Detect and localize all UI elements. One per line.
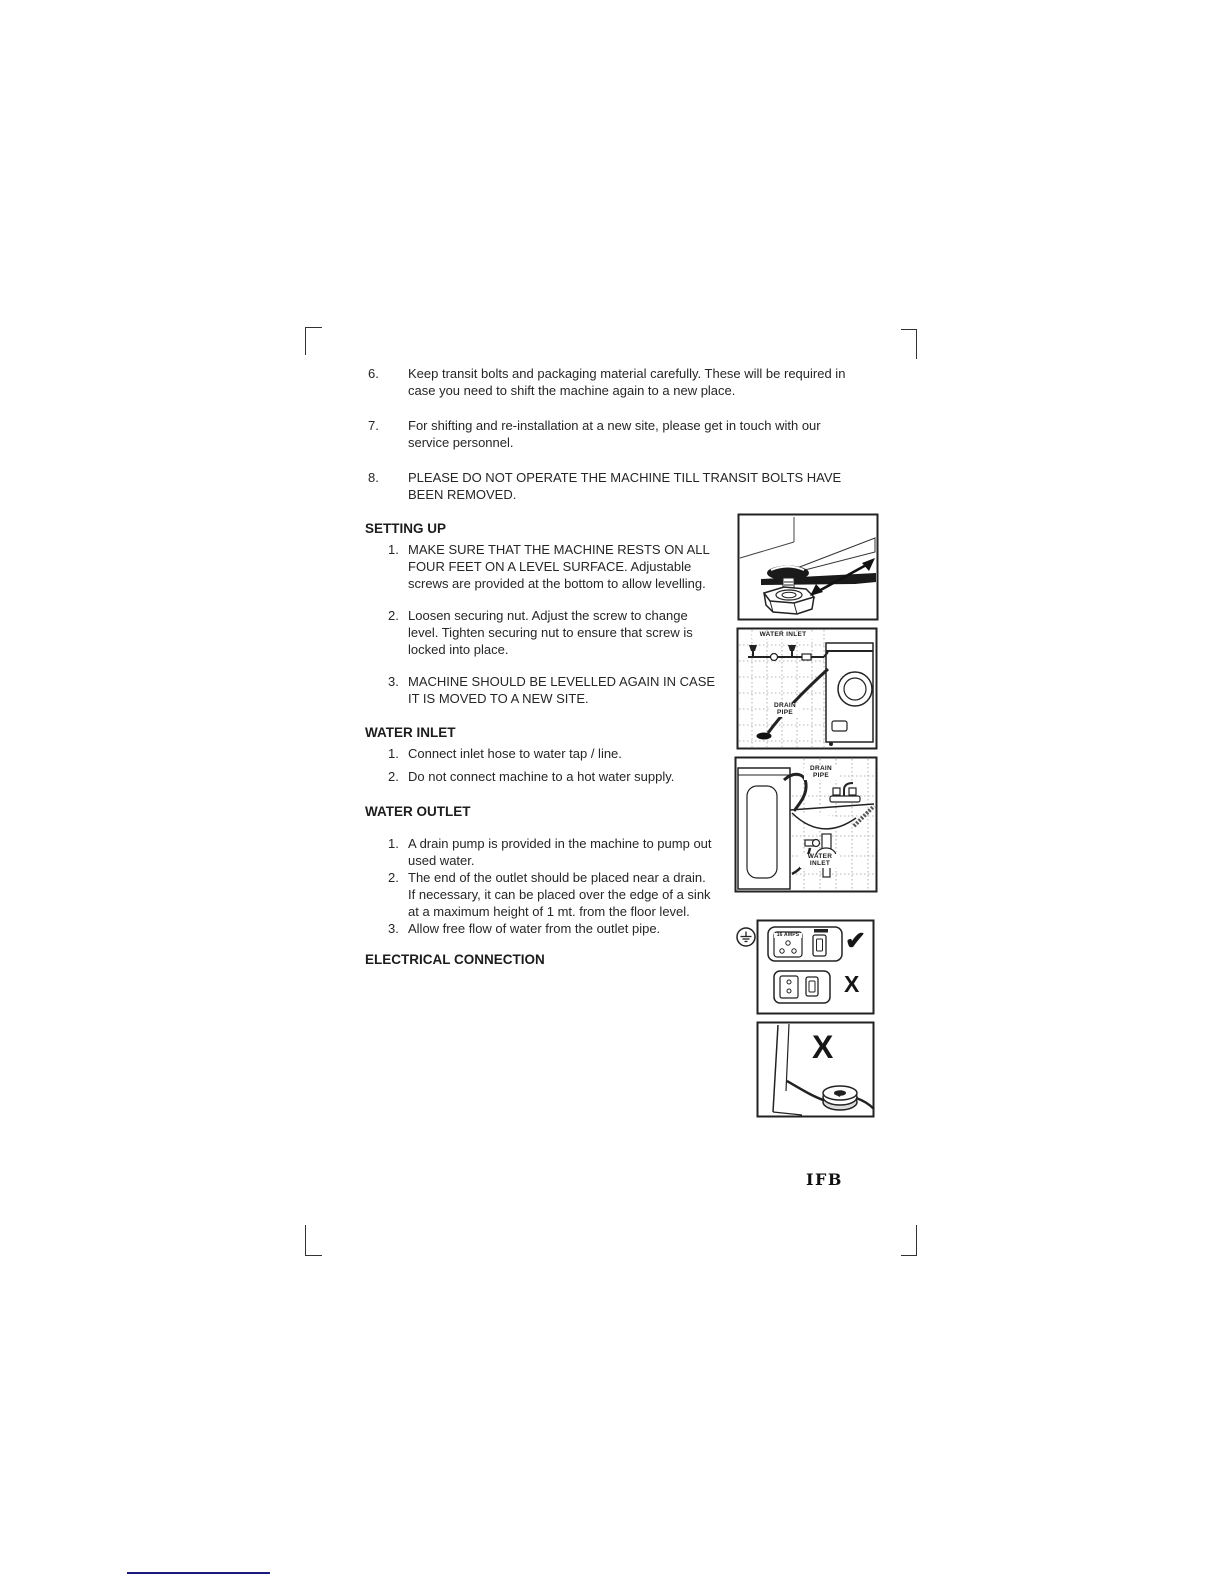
water-inlet-illustration bbox=[736, 627, 878, 750]
cross-mark-icon: X bbox=[812, 1029, 834, 1065]
list-text: The end of the outlet should be placed near a drain. If necessary, it can be placed over the edge of a sink at a maximum height of 1 mt. from the floor level. bbox=[408, 870, 711, 919]
section-heading-water-outlet: WATER OUTLET bbox=[365, 804, 471, 819]
list-number: 7. bbox=[368, 418, 379, 433]
list-number: 2. bbox=[388, 608, 399, 623]
figure-socket-types bbox=[756, 919, 875, 1015]
list-number: 2. bbox=[388, 769, 399, 784]
brand-logo: IFB bbox=[806, 1170, 843, 1189]
list-number: 1. bbox=[388, 836, 399, 851]
list-text: Keep transit bolts and packaging material carefully. These will be required in case you need to shift the machine again to a new place. bbox=[408, 366, 846, 398]
list-item bbox=[365, 365, 865, 399]
water-inlet-label: WATER INLET bbox=[800, 854, 840, 868]
water-inlet-label: WATER INLET bbox=[752, 632, 814, 639]
list-text: A drain pump is provided in the machine to pump out used water. bbox=[408, 836, 712, 868]
list-text: For shifting and re-installation at a new site, please get in touch with our service personnel. bbox=[408, 418, 821, 450]
cross-mark-icon: X bbox=[844, 971, 860, 997]
list-number: 3. bbox=[388, 674, 399, 689]
figure-water-inlet-drain bbox=[736, 627, 878, 750]
list-number: 1. bbox=[388, 542, 399, 557]
list-item bbox=[365, 417, 865, 451]
bottom-accent-line bbox=[127, 1572, 270, 1574]
section-heading-water-inlet: WATER INLET bbox=[365, 725, 456, 740]
figure-levelling-foot bbox=[737, 513, 879, 621]
list-number: 2. bbox=[388, 870, 399, 885]
list-text: Allow free flow of water from the outlet pipe. bbox=[408, 921, 661, 936]
list-text: MACHINE SHOULD BE LEVELLED AGAIN IN CASE IT IS MOVED TO A NEW SITE. bbox=[408, 674, 716, 706]
section-heading-electrical: ELECTRICAL CONNECTION bbox=[365, 952, 545, 967]
list-item bbox=[365, 469, 865, 503]
levelling-foot-illustration bbox=[737, 513, 879, 621]
check-mark-icon: ✔ bbox=[845, 927, 866, 955]
earth-symbol-icon bbox=[735, 926, 757, 948]
section-heading-setting-up: SETTING UP bbox=[365, 521, 447, 536]
list-number: 1. bbox=[388, 746, 399, 761]
amps-label: 16 AMPS bbox=[774, 933, 802, 938]
list-text: Loosen securing nut. Adjust the screw to change level. Tighten securing nut to ensure that screw is locked into place. bbox=[408, 608, 693, 657]
drain-pipe-label: DRAIN PIPE bbox=[804, 766, 838, 780]
list-number: 6. bbox=[368, 366, 379, 381]
list-number: 3. bbox=[388, 921, 399, 936]
list-text: PLEASE DO NOT OPERATE THE MACHINE TILL TRANSIT BOLTS HAVE BEEN REMOVED. bbox=[408, 470, 842, 502]
list-number: 8. bbox=[368, 470, 379, 485]
list-text: MAKE SURE THAT THE MACHINE RESTS ON ALL FOUR FEET ON A LEVEL SURFACE. Adjustable screws are provided at the bottom to allow levelling. bbox=[408, 542, 710, 591]
figure-no-extension-coil bbox=[756, 1021, 875, 1118]
drain-pipe-label: DRAIN PIPE bbox=[769, 703, 801, 717]
figure-sink-connection bbox=[734, 756, 878, 893]
list-text: Do not connect machine to a hot water supply. bbox=[408, 769, 675, 784]
list-text: Connect inlet hose to water tap / line. bbox=[408, 746, 622, 761]
